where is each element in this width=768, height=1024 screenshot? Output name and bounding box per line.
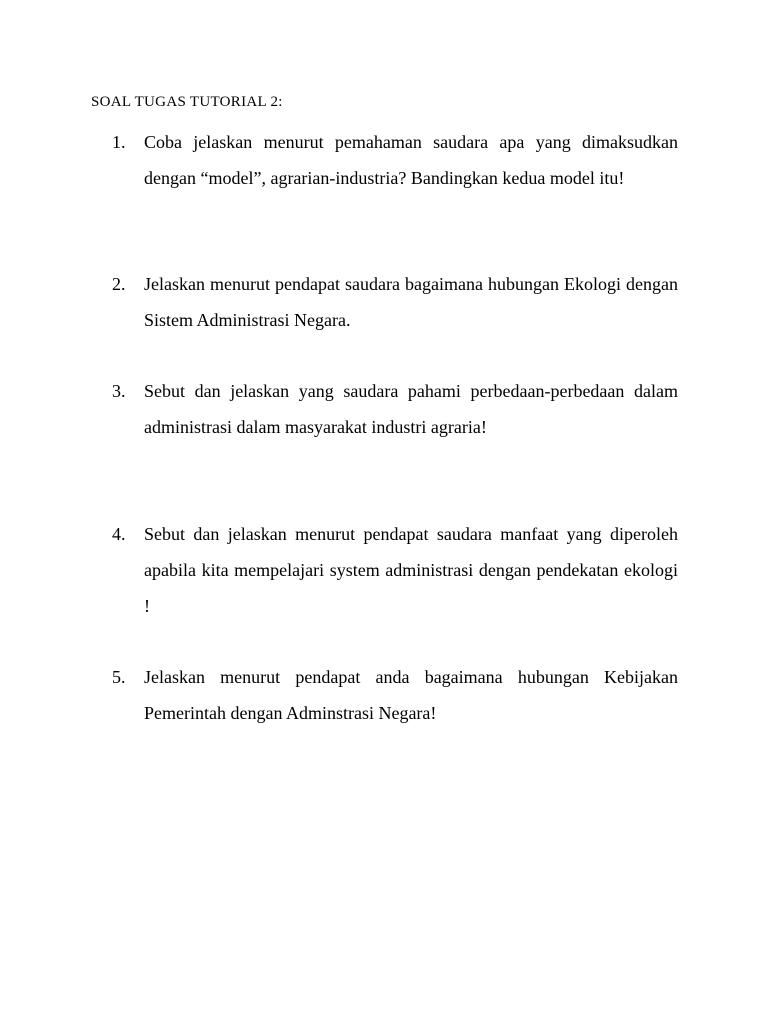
question-number: 2. (112, 274, 126, 294)
question-number: 3. (112, 381, 126, 401)
question-text: Sebut dan jelaskan menurut pendapat saudara manfaat yang diperoleh apabila kita mempelajari system administrasi dengan pendekatan ekologi ! (144, 524, 678, 616)
question-text: Coba jelaskan menurut pemahaman saudara apa yang dimaksudkan dengan “model”, agrarian-industria? Bandingkan kedua model itu! (144, 132, 678, 188)
question-number: 1. (112, 132, 126, 152)
document-title: SOAL TUGAS TUTORIAL 2: (91, 94, 283, 110)
question-text: Jelaskan menurut pendapat anda bagaimana hubungan Kebijakan Pemerintah dengan Adminstrasi Negara! (144, 667, 678, 723)
question-text: Jelaskan menurut pendapat saudara bagaimana hubungan Ekologi dengan Sistem Administrasi Negara. (144, 274, 678, 330)
question-text: Sebut dan jelaskan yang saudara pahami perbedaan-perbedaan dalam administrasi dalam masyarakat industri agraria! (144, 381, 678, 437)
question-number: 5. (112, 667, 126, 687)
question-number: 4. (112, 524, 126, 544)
